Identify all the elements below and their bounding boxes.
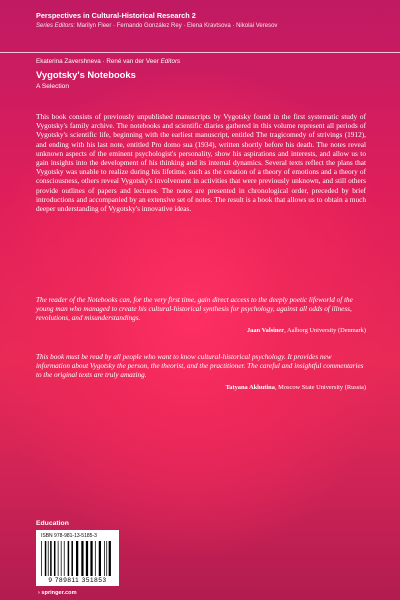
endorsement-text: This book must be read by all people who want to know cultural-historical psychology. It provides new information about Vygotsky the person, the theorist, and the practitioner. The careful and insightful commentaries to the original texts are truly amazing. (36, 353, 364, 380)
endorsement-text: The reader of the Notebooks can, for the very first time, gain direct access to the deeply poetic lifeworld of the young man who managed to create his cultural-historical synthesis for psychology, against all odds of illness, revolutions, and misunderstandings. (36, 296, 353, 323)
endorser-affiliation: , Moscow State University (Russia) (274, 383, 366, 391)
barcode-digits: 9 789811 351853 (48, 577, 107, 584)
series-editors-label: Series Editors: (36, 23, 76, 29)
header-divider (0, 52, 400, 53)
endorsement-attribution (36, 384, 366, 391)
series-editors (36, 23, 366, 29)
endorsement-attribution (36, 327, 366, 334)
isbn-label: ISBN 978-981-13-5185-3 (41, 533, 97, 539)
book-meta (36, 58, 366, 90)
book-authors-role: Editors (160, 58, 181, 65)
book-authors-names: Ekaterina Zavershneva · René van der Veer (36, 58, 159, 65)
series-header (36, 11, 366, 29)
book-subtitle: A Selection (36, 83, 69, 90)
series-title: Perspectives in Cultural-Historical Research 2 (36, 11, 196, 20)
endorser-name: Jaan Valsiner (246, 326, 285, 334)
isbn-barcode (36, 530, 119, 586)
book-description: This book consists of previously unpublished manuscripts by Vygotsky found in the first systematic study of Vygotsky's family archive. The notebooks and scientific diaries gathered in this volume represent all periods of Vygotsky's scientific life, beginning with the earliest manuscript, entitled The tragicomedy of strivings (1912), and ending with his last note, entitled Pro domo sua (1934), written shortly before his death. The notes reveal unknown aspects of the eminent psychologist's personality, show his aspirations and interests, and allow us to gain insights into the development of his thinking and its internal dynamics. Several texts reflect the plans that Vygotsky was unable to realize during his lifetime, such as the creation of a theory of emotions and a theory of consciousness, others reveal Vygotsky's involvement in activities that were previously unknown, and still others provide outlines of papers and lectures. The notes are presented in chronological order, preceded by brief introductions and accompanied by an extensive set of notes. The result is a book that allows us to obtain a much deeper understanding of Vygotsky's innovative ideas. (36, 112, 366, 213)
endorser-name: Tatyana Akhutina (225, 383, 275, 391)
publisher-url[interactable]: › springer.com (38, 590, 77, 596)
endorsement-quote (36, 353, 366, 391)
series-editors-names: Marilyn Fleer · Fernando González Rey · Elena Kravtsova · Nikolai Veresov (76, 23, 278, 29)
barcode-bars (40, 541, 115, 576)
book-title: Vygotsky's Notebooks (36, 69, 136, 80)
subject-category: Education (36, 520, 69, 527)
endorser-affiliation: , Aalborg University (Denmark) (284, 326, 366, 334)
endorsement-quote (36, 296, 366, 334)
book-authors (36, 58, 366, 65)
